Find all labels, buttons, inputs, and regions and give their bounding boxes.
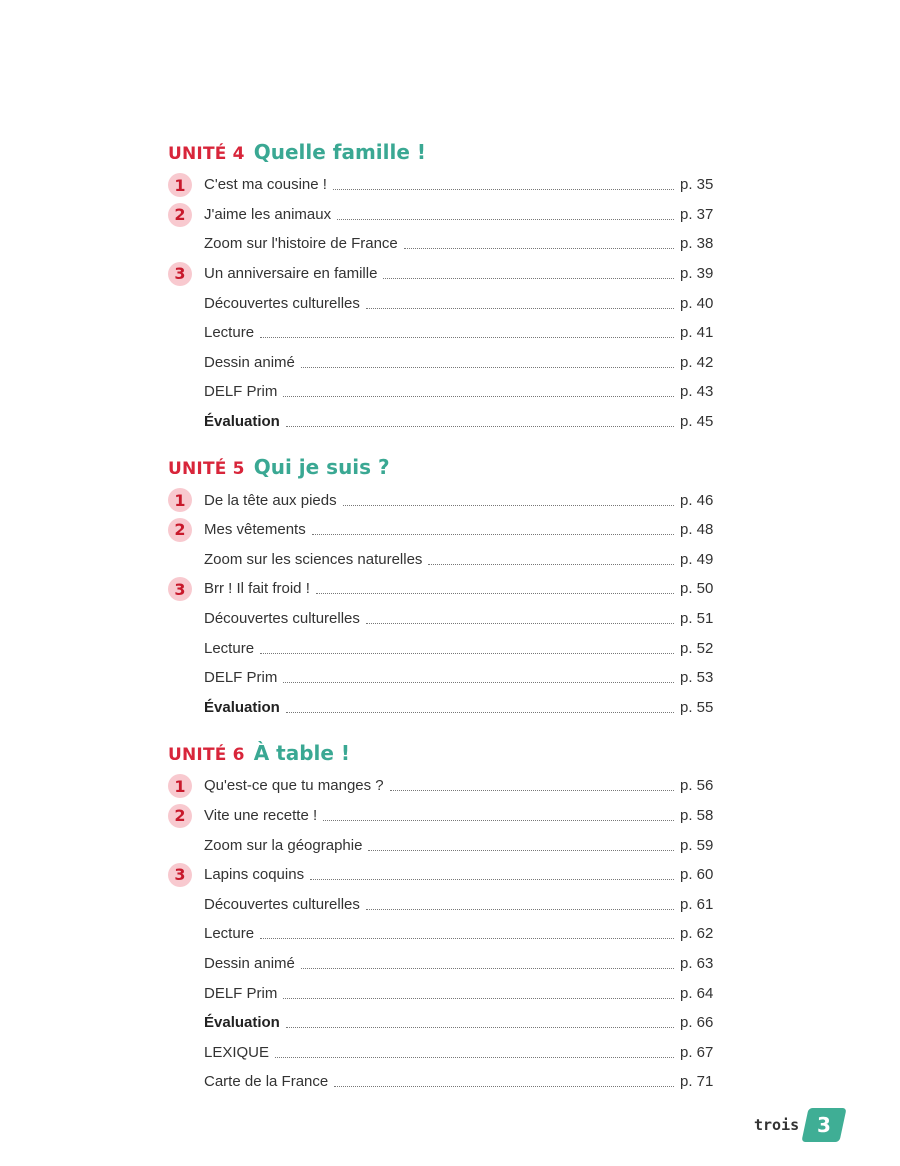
page-reference: p. 62 [680, 925, 714, 943]
lesson-number-badge: 1 [168, 488, 192, 512]
page-reference: p. 40 [680, 294, 714, 312]
page-reference: p. 38 [680, 235, 714, 253]
entry-title: Découvertes culturelles [204, 895, 360, 913]
entry-title: DELF Prim [204, 984, 278, 1002]
lesson-number-badge: 3 [168, 577, 192, 601]
entry-title: Lapins coquins [204, 866, 305, 884]
page-reference: p. 35 [680, 176, 714, 194]
toc-entry[interactable] [168, 1037, 720, 1067]
toc-entry[interactable] [168, 830, 720, 860]
page-reference: p. 41 [680, 324, 714, 342]
entry-title: Qu'est-ce que tu manges ? [204, 777, 384, 795]
page-reference: p. 46 [680, 491, 714, 509]
page-reference: p. 42 [680, 353, 714, 371]
page-reference: p. 63 [680, 954, 714, 972]
unit-title: Qui je suis ? [253, 455, 390, 480]
lesson-number-badge: 1 [168, 774, 192, 798]
dot-leader [260, 938, 674, 939]
page-reference: p. 58 [680, 806, 714, 824]
page-reference: p. 71 [680, 1073, 714, 1091]
dot-leader [260, 337, 674, 338]
unit-heading [168, 455, 720, 485]
entry-title: Lecture [204, 639, 255, 657]
toc-entry[interactable] [168, 801, 720, 831]
toc-entry[interactable] [168, 348, 720, 378]
toc-entry[interactable] [168, 545, 720, 575]
entry-title: Évaluation [204, 413, 280, 431]
entry-title: Un anniversaire en famille [204, 265, 378, 283]
page-reference: p. 53 [680, 669, 714, 687]
page-reference: p. 49 [680, 550, 714, 568]
dot-leader [323, 820, 674, 821]
unit-section [168, 455, 720, 722]
toc-entry[interactable] [168, 604, 720, 634]
dot-leader [312, 534, 674, 535]
dot-leader [286, 712, 674, 713]
lesson-number-badge: 3 [168, 863, 192, 887]
page-reference: p. 39 [680, 265, 714, 283]
dot-leader [283, 998, 674, 999]
entry-title: Lecture [204, 925, 255, 943]
page-reference: p. 52 [680, 639, 714, 657]
entry-title: Zoom sur l'histoire de France [204, 235, 398, 253]
toc-entry[interactable] [168, 978, 720, 1008]
entry-title: J'aime les animaux [204, 205, 332, 223]
toc-entry[interactable] [168, 889, 720, 919]
dot-leader [275, 1057, 674, 1058]
page-reference: p. 67 [680, 1043, 714, 1061]
toc-entry[interactable] [168, 485, 720, 515]
dot-leader [283, 682, 674, 683]
unit-title: Quelle famille ! [253, 140, 427, 164]
entry-title: C'est ma cousine ! [204, 176, 327, 194]
page-reference: p. 64 [680, 984, 714, 1002]
toc-entry[interactable] [168, 574, 720, 604]
toc-entry[interactable] [168, 1008, 720, 1038]
dot-leader [283, 396, 674, 397]
dot-leader [368, 850, 674, 851]
toc-entry[interactable] [168, 919, 720, 949]
toc-entry[interactable] [168, 693, 720, 723]
lesson-number-badge: 2 [168, 203, 192, 227]
page-reference: p. 66 [680, 1014, 714, 1032]
dot-leader [366, 623, 674, 624]
toc-entry[interactable] [168, 860, 720, 890]
entry-title: Dessin animé [204, 954, 295, 972]
dot-leader [286, 1027, 674, 1028]
page-footer [754, 1108, 843, 1142]
entry-title: Évaluation [204, 1014, 280, 1032]
page-reference: p. 37 [680, 205, 714, 223]
unit-label: UNITÉ 5 [168, 459, 245, 480]
entry-title: Vite une recette ! [204, 806, 318, 824]
entry-title: Zoom sur la géographie [204, 836, 363, 854]
toc-entry[interactable] [168, 515, 720, 545]
unit-heading [168, 140, 720, 170]
toc-entry[interactable] [168, 949, 720, 979]
dot-leader [286, 426, 674, 427]
dot-leader [343, 505, 674, 506]
page-reference: p. 59 [680, 836, 714, 854]
toc-entry[interactable] [168, 663, 720, 693]
page-reference: p. 61 [680, 895, 714, 913]
dot-leader [260, 653, 674, 654]
toc-entry[interactable] [168, 407, 720, 437]
dot-leader [366, 909, 674, 910]
unit-label: UNITÉ 6 [168, 745, 245, 766]
entry-title: Dessin animé [204, 353, 295, 371]
dot-leader [366, 308, 674, 309]
page-reference: p. 43 [680, 383, 714, 401]
toc-entry[interactable] [168, 229, 720, 259]
lesson-number-badge: 3 [168, 262, 192, 286]
page-reference: p. 48 [680, 521, 714, 539]
unit-label: UNITÉ 4 [168, 144, 245, 164]
page-number: 3 [817, 1113, 832, 1137]
dot-leader [310, 879, 674, 880]
dot-leader [301, 968, 674, 969]
dot-leader [404, 248, 674, 249]
toc-entry[interactable] [168, 288, 720, 318]
page-reference: p. 50 [680, 580, 714, 598]
entry-title: Lecture [204, 324, 255, 342]
entry-title: DELF Prim [204, 383, 278, 401]
unit-section [168, 741, 720, 1097]
toc-entry[interactable] [168, 200, 720, 230]
unit-heading [168, 741, 720, 771]
entry-title: LEXIQUE [204, 1043, 270, 1061]
toc-entry[interactable] [168, 377, 720, 407]
entry-title: Brr ! Il fait froid ! [204, 580, 310, 598]
entry-title: Carte de la France [204, 1073, 329, 1091]
page-reference: p. 60 [680, 866, 714, 884]
dot-leader [383, 278, 674, 279]
dot-leader [333, 189, 674, 190]
page-number-badge [802, 1108, 847, 1142]
toc-entry[interactable] [168, 771, 720, 801]
entry-title: Mes vêtements [204, 521, 306, 539]
entry-title: DELF Prim [204, 669, 278, 687]
toc-entry[interactable] [168, 170, 720, 200]
dot-leader [337, 219, 674, 220]
dot-leader [390, 790, 674, 791]
page-reference: p. 51 [680, 610, 714, 628]
toc-entry[interactable] [168, 633, 720, 663]
unit-section [168, 140, 720, 436]
entry-title: Découvertes culturelles [204, 610, 360, 628]
dot-leader [301, 367, 674, 368]
table-of-contents [168, 140, 720, 1116]
page-word: trois [754, 1116, 800, 1134]
lesson-number-badge: 1 [168, 173, 192, 197]
entry-title: Zoom sur les sciences naturelles [204, 550, 423, 568]
unit-title: À table ! [253, 741, 351, 766]
dot-leader [334, 1086, 674, 1087]
dot-leader [428, 564, 674, 565]
page-reference: p. 45 [680, 413, 714, 431]
toc-entry[interactable] [168, 259, 720, 289]
entry-title: Découvertes culturelles [204, 294, 360, 312]
dot-leader [316, 593, 674, 594]
entry-title: Évaluation [204, 698, 280, 716]
page-reference: p. 55 [680, 698, 714, 716]
entry-title: De la tête aux pieds [204, 491, 337, 509]
toc-entry[interactable] [168, 318, 720, 348]
lesson-number-badge: 2 [168, 518, 192, 542]
lesson-number-badge: 2 [168, 804, 192, 828]
page-reference: p. 56 [680, 777, 714, 795]
toc-entry[interactable] [168, 1067, 720, 1097]
